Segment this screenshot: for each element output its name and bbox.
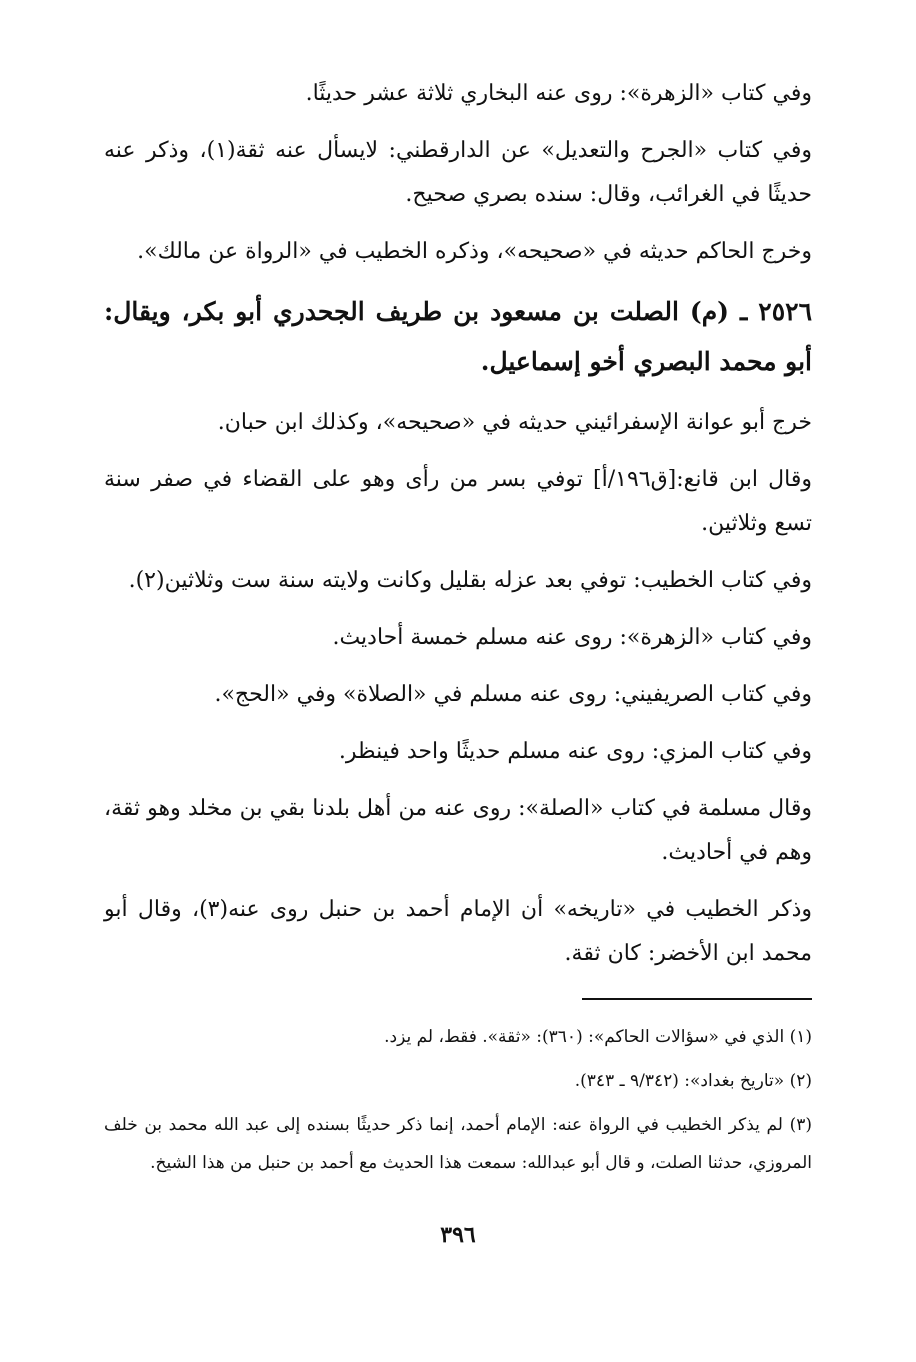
footnote: (٣) لم يذكر الخطيب في الرواة عنه: الإمام أحمد، إنما ذكر حديثًا بسنده إلى عبد الله محمد بن خلف المروزي، حدثنا الصلت، و قال أبو عبدالله: سمعت هذا الحديث مع أحمد بن حنبل من هذا الشيخ. xyxy=(104,1115,812,1173)
paragraph: وذكر الخطيب في «تاريخه» أن الإمام أحمد بن حنبل روى عنه(٣)، وقال أبو محمد ابن الأخضر: كان ثقة. xyxy=(104,897,812,966)
paragraph: وقال مسلمة في كتاب «الصلة»: روى عنه من أهل بلدنا بقي بن مخلد وهو ثقة، وهم في أحاديث. xyxy=(104,796,812,865)
paragraph: وفي كتاب «الزهرة»: روى عنه البخاري ثلاثة عشر حديثًا. xyxy=(305,81,812,106)
paragraph: وقال ابن قانع:[ق١٩٦/أ] توفي بسر من رأى وهو على القضاء في صفر سنة تسع وثلاثين. xyxy=(104,467,812,536)
footnotes xyxy=(104,1018,812,1182)
page-number: ٣٩٦ xyxy=(440,1222,476,1248)
paragraph: وفي كتاب المزي: روى عنه مسلم حديثًا واحد فينظر. xyxy=(338,739,812,764)
paragraph: وخرج الحاكم حديثه في «صحيحه»، وذكره الخطيب في «الرواة عن مالك». xyxy=(137,239,812,264)
footnote-separator xyxy=(582,998,812,1000)
paragraph: وفي كتاب «الجرح والتعديل» عن الدارقطني: لايسأل عنه ثقة(١)، وذكر عنه حديثًا في الغرائب، وقال: سنده بصري صحيح. xyxy=(104,138,813,207)
footnote: (٢) «تاريخ بغداد»: (٩/٣٤٢ ـ ٣٤٣). xyxy=(574,1071,812,1091)
paragraph: وفي كتاب الصريفيني: روى عنه مسلم في «الصلاة» وفي «الحج». xyxy=(214,682,812,707)
paragraph: خرج أبو عوانة الإسفرائيني حديثه في «صحيحه»، وكذلك ابن حبان. xyxy=(217,410,812,435)
footnote: (١) الذي في «سؤالات الحاكم»: (٣٦٠): «ثقة». فقط، لم يزد. xyxy=(384,1027,812,1047)
paragraph: وفي كتاب الخطيب: توفي بعد عزله بقليل وكانت ولايته سنة ست وثلاثين(٢). xyxy=(128,568,812,593)
paragraph: وفي كتاب «الزهرة»: روى عنه مسلم خمسة أحاديث. xyxy=(332,625,812,650)
entry-heading: ٢٥٢٦ ـ (م) الصلت بن مسعود بن طريف الجحدري أبو بكر، ويقال: أبو محمد البصري أخو إسماعيل. xyxy=(104,297,812,376)
